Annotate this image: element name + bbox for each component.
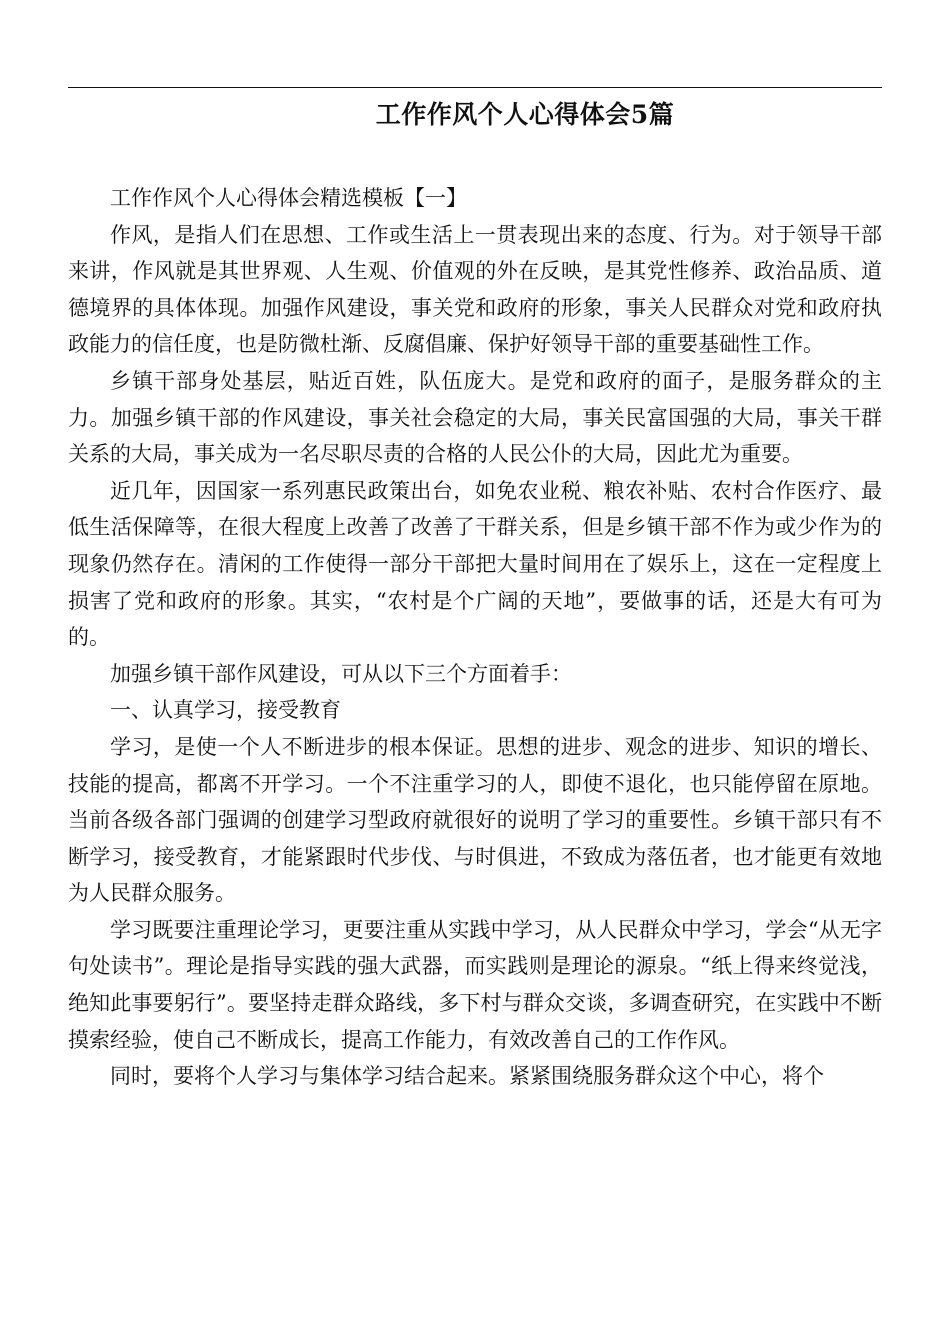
paragraph: 乡镇干部身处基层，贴近百姓，队伍庞大。是党和政府的面子，是服务群众的主力。加强乡镇干部的作风建设，事关社会稳定的大局，事关民富国强的大局，事关干群关系的大局，事关成为一名尽职尽责的合格的人民公仆的大局，因此尤为重要。 bbox=[68, 368, 882, 467]
paragraph-subtitle: 工作作风个人心得体会精选模板【一】 bbox=[110, 186, 467, 210]
paragraph: 近几年，因国家一系列惠民政策出台，如免农业税、粮农补贴、农村合作医疗、最低生活保障等，在很大程度上改善了改善了干群关系，但是乡镇干部不作为或少作为的现象仍然存在。清闲的工作使得一部分干部把大量时间用在了娱乐上，这在一定程度上损害了党和政府的形象。其实，“农村是个广阔的天地”，要做事的话，还是大有可为的。 bbox=[68, 478, 882, 650]
section-heading: 一、认真学习，接受教育 bbox=[110, 698, 341, 723]
paragraph: 作风，是指人们在思想、工作或生活上一贯表现出来的态度、行为。对于领导干部来讲，作风就是其世界观、人生观、价值观的外在反映，是其党性修养、政治品质、道德境界的具体体现。加强作风建设，事关党和政府的形象，事关人民群众对党和政府执政能力的信任度，也是防微杜渐、反腐倡廉、保护好领导干部的重要基础性工作。 bbox=[68, 222, 882, 357]
paragraph: 学习既要注重理论学习，更要注重从实践中学习，从人民群众中学习，学会“从无字句处读书”。理论是指导实践的强大武器，而实践则是理论的源泉。“纸上得来终觉浅，绝知此事要躬行”。要坚持走群众路线，多下村与群众交谈，多调查研究，在实践中不断摸索经验，使自己不断成长，提高工作能力，有效改善自己的工作作风。 bbox=[68, 917, 882, 1052]
header-rule bbox=[68, 87, 882, 88]
paragraph: 加强乡镇干部作风建设，可从以下三个方面着手： bbox=[110, 661, 572, 686]
paragraph: 同时，要将个人学习与集体学习结合起来。紧紧围绕服务群众这个中心，将个 bbox=[110, 1064, 824, 1089]
paragraph: 学习，是使一个人不断进步的根本保证。思想的进步、观念的进步、知识的增长、技能的提高，都离不开学习。一个不注重学习的人，即使不退化，也只能停留在原地。当前各级各部门强调的创建学习型政府就很好的说明了学习的重要性。乡镇干部只有不断学习，接受教育，才能紧跟时代步伐、与时俱进，不致成为落伍者，也才能更有效地为人民群众服务。 bbox=[68, 734, 882, 906]
document-body bbox=[68, 180, 882, 1095]
document-title: 工作作风个人心得体会5篇 bbox=[375, 100, 675, 129]
